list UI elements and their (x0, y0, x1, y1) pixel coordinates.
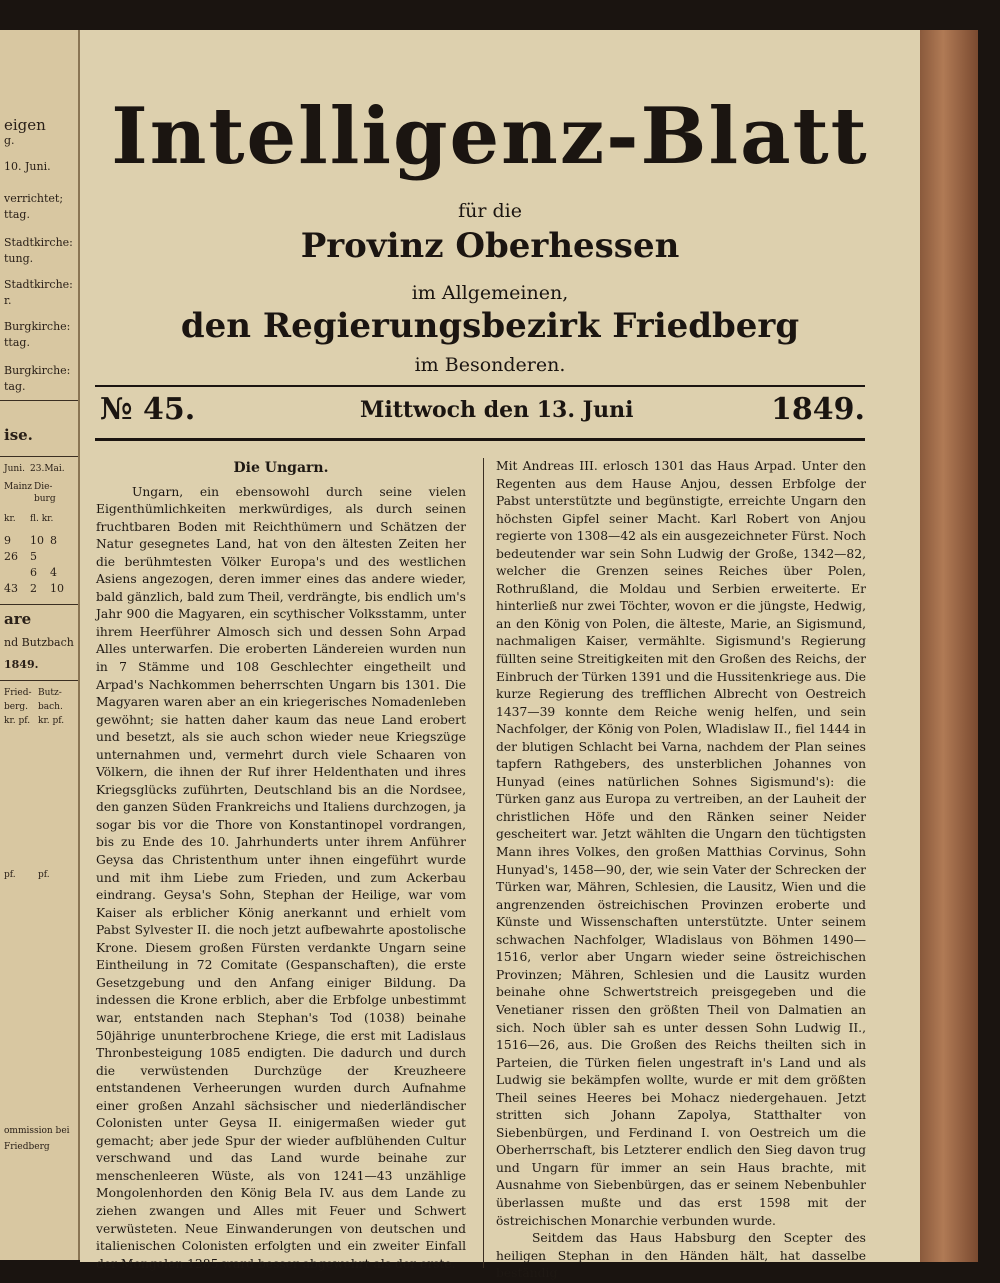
article-paragraph: Seitdem das Haus Habsburg den Scepter des heiligen Stephan in den Händen hält, hat dasselbe beständig (496, 1231, 866, 1281)
left-fragment: tung. (4, 252, 34, 265)
header-rule-top (95, 385, 865, 387)
left-fragment: pf. (4, 870, 16, 880)
article-column-1 (96, 458, 466, 1273)
left-fragment: ttag. (4, 208, 30, 221)
left-fragment: Mainz (4, 482, 32, 492)
left-fragment: 6 (30, 566, 37, 579)
issue-info-row (95, 392, 865, 432)
left-fragment: are (4, 610, 32, 628)
article-title: Die Ungarn. (233, 460, 329, 476)
left-fragment: 10. Juni. (4, 160, 51, 173)
article-column-2 (496, 458, 866, 1283)
left-fragment: kr. (4, 514, 16, 524)
left-fragment: burg (34, 494, 56, 504)
masthead-line-3: im Allgemeinen, (411, 282, 569, 304)
left-fragment: Burgkirche: (4, 320, 71, 333)
issue-number: № 45. (100, 392, 196, 427)
masthead-line-2: Provinz Oberhessen (300, 226, 680, 266)
masthead-line-4: den Regierungsbezirk Friedberg (180, 306, 800, 346)
left-fragment: 1849. (4, 658, 39, 671)
masthead-line-1: für die (458, 200, 522, 222)
left-fragment: nd Butzbach (4, 636, 74, 649)
left-fragment: pf. (38, 870, 50, 880)
left-fragment: Burgkirche: (4, 364, 71, 377)
left-fragment: Friedberg (4, 1142, 50, 1152)
left-fragment: 8 (50, 534, 57, 547)
left-fragment: 23.Mai. (30, 464, 65, 474)
left-rule (0, 456, 78, 457)
left-fragment: Die- (34, 482, 53, 492)
column-divider (483, 458, 484, 1268)
issue-year: 1849. (771, 392, 865, 427)
left-fragment: 9 (4, 534, 11, 547)
book-spine (920, 30, 978, 1262)
left-fragment: 4 (50, 566, 57, 579)
left-fragment: Juni. (4, 464, 25, 474)
left-fragment: tag. (4, 380, 26, 393)
left-fragment: eigen (4, 116, 46, 134)
left-fragment: ttag. (4, 336, 30, 349)
left-fragment: 26 (4, 550, 18, 563)
article-paragraph: Ungarn, ein ebensowohl durch seine vielen Eigenthümlichkeiten merkwürdiges, als durch seinen fruchtbaren Boden mit Reichthümern und Schätzen der Natur gesegnetes Land, hat von den ältesten Zeiten her die berühmtesten Völker Europa's und des westlichen Asiens angezogen, deren immer eines das andere wieder, bald gänzlich, bald zum Theil, verdrängte, bis endlich um's Jahr 900 die Magyaren, ein scythischer Volksstamm, unter ihrem Heerführer Almosch sich und dessen Sohn Arpad Alles unterwarfen. Die eroberten Ländereien wurden nun in 7 Stämme und 108 Geschlechter eingetheilt und Arpad's Nachkommen beherrschten Ungarn bis 1301. Die Magyaren waren aber an ein kriegerisches Nomadenleben gewöhnt; sie hatten daher kaum das neue Land erobert und besetzt, als sie auch schon wieder neue Kriegszüge unternahmen und, vermehrt durch viele Schaaren von Völkern, die ihnen der Ruf ihrer Heldenthaten und ihres Kriegsglücks zuführten, Deutschland bis an die Nordsee, den ganzen Süden Frankreichs und Italiens durchzogen, ja sogar bis vor die Thore von Konstantinopel vordrangen, bis zu Ende des 10. Jahrhunderts unter ihrem Anführer Geysa das Christenthum unter ihnen eingeführt wurde und mit ihm Liebe zum Frieden, und zum Ackerbau eindrang. Geysa's Sohn, Stephan der Heilige, war vom Kaiser als erblicher König anerkannt und erhielt vom Pabst Sylvester II. die noch jetzt aufbewahrte apostolische Krone. Diesem großen Fürsten verdankte Ungarn seine Eintheilung in 72 Comitate (Gespanschaften), die erste Gesetzgebung und den Anfang einiger Bildung. Da indessen die Krone erblich, aber die Erbfolge unbestimmt war, entstanden nach Stephan's Tod (1038) beinahe 50jährige ununterbrochene Kriege, die erst mit Ladislaus Thronbesteigung 1085 endigten. Die dadurch und durch die verwüstenden Durchzüge der Kreuzheere entstandenen Verheerungen wurden durch Aufnahme einer großen Anzahl sächsischer und niederländischer Colonisten unter Geysa II. einigermaßen wieder gut gemacht; aber jede Spur der wieder aufblühenden Cultur verschwand und das Land wurde beinahe zur menschenleeren Wüste, als von 1241—43 unzählige Mongolenhorden den König Bela IV. aus dem Lande zu ziehen zwangen und Alles mit Feuer und Schwert verwüsteten. Neue Einwanderungen von deutschen und italienischen Colonisten erfolgten und ein zweiter Einfall der Mongolen 1285 ward besser abgewehrt als der erste. (96, 484, 466, 1271)
left-fragment: g. (4, 134, 15, 147)
issue-date: Mittwoch den 13. Juni (360, 397, 634, 423)
left-fragment: 43 (4, 582, 18, 595)
left-fragment: Fried- (4, 688, 32, 698)
left-fragment: 5 (30, 550, 37, 563)
left-rule (0, 400, 78, 401)
left-fragment: 10 (50, 582, 64, 595)
left-fragment: fl. kr. (30, 514, 54, 524)
left-fragment: bach. (38, 702, 63, 712)
left-fragment: ise. (4, 426, 33, 444)
masthead-line-5: im Besonderen. (414, 354, 566, 376)
left-fragment: Butz- (38, 688, 62, 698)
left-fragment: 10 (30, 534, 44, 547)
left-fragment: kr. pf. (38, 716, 65, 726)
left-fragment: Stadtkirche: (4, 236, 73, 249)
masthead-title: Intelligenz-Blatt (111, 91, 869, 182)
left-fragment: 2 (30, 582, 37, 595)
left-fragment: berg. (4, 702, 29, 712)
left-rule (0, 680, 78, 681)
left-rule (0, 604, 78, 605)
left-fragment: r. (4, 294, 12, 307)
left-fragment: ommission bei (4, 1126, 70, 1136)
header-rule-bottom (95, 438, 865, 441)
article-paragraph: Mit Andreas III. erlosch 1301 das Haus Arpad. Unter den Regenten aus dem Hause Anjou, dessen Erbfolge der Pabst unterstützte und begünstigte, erreichte Ungarn den höchsten Gipfel seiner Macht. Karl Robert von Anjou regierte von 1308—42 als ein ausgezeichneter Fürst. Noch bedeutender war sein Sohn Ludwig der Große, 1342—82, welcher die Grenzen seines Reiches über Polen, Rothrußland, die Moldau und Serbien erweiterte. Er hinterließ nur zwei Töchter, wovon er die jüngste, Hedwig, an den König von Polen, die älteste, Marie, an Sigismund, nachmaligen Kaiser, vermählte. Sigismund's Regierung füllten seine Streitigkeiten mit den Großen des Reichs, der Einbruch der Türken 1391 und die Hussitenkriege aus. Die kurze Regierung des trefflichen Albrecht von Oestreich 1437—39 konnte dem Reiche wenig helfen, und sein Nachfolger, der König von Polen, Wladislaw II., fiel 1444 in der blutigen Schlacht bei Varna, nachdem der Plan seines tapfern Rathgebers, des unsterblichen Johannes von Hunyad (eines natürlichen Sohnes Sigismund's): die Türken ganz aus Europa zu vertreiben, an der Lauheit der christlichen Höfe und den Ränken seiner Neider gescheitert war. Jetzt wählten die Ungarn den tüchtigsten Mann ihres Volkes, den großen Matthias Corvinus, Sohn Hunyad's, 1458—90, der, wie sein Vater der Schrecken der Türken war, Mähren, Schlesien, die Lausitz, Wien und die angrenzenden östreichischen Provinzen eroberte und Künste und Wissenschaften unterstützte. Unter seinem schwachen Nachfolger, Wladislaus von Böhmen 1490—1516, verlor aber Ungarn wieder seine östreichischen Provinzen; Mähren, Schlesien und die Lausitz wurden beinahe ohne Schwertstreich preisgegeben und die Venetianer rissen den größten Theil von Dalmatien an sich. Noch übler sah es unter dessen Sohn Ludwig II., 1516—26, aus. Die Großen des Reichs theilten sich in Parteien, die Türken fielen ungestraft in's Land und als Ludwig sie bekämpfen wollte, wurde er mit dem größten Theil seines Heeres bei Mohacz niedergehauen. Jetzt stritten sich Johann Zapolya, Statthalter von Siebenbürgen, und Ferdinand I. von Oestreich um die Oberherrschaft, bis Letzterer endlich den Sieg davon trug und Ungarn für immer an sein Haus brachte, mit Ausnahme von Siebenbürgen, das er seinem Nebenbuhler überlassen mußte und das erst 1598 mit der östreichischen Monarchie verbunden wurde. (496, 459, 866, 1228)
left-fragment: kr. pf. (4, 716, 31, 726)
left-page-fragment (0, 30, 80, 1260)
left-fragment: verrichtet; (4, 192, 64, 205)
left-fragment: Stadtkirche: (4, 278, 73, 291)
